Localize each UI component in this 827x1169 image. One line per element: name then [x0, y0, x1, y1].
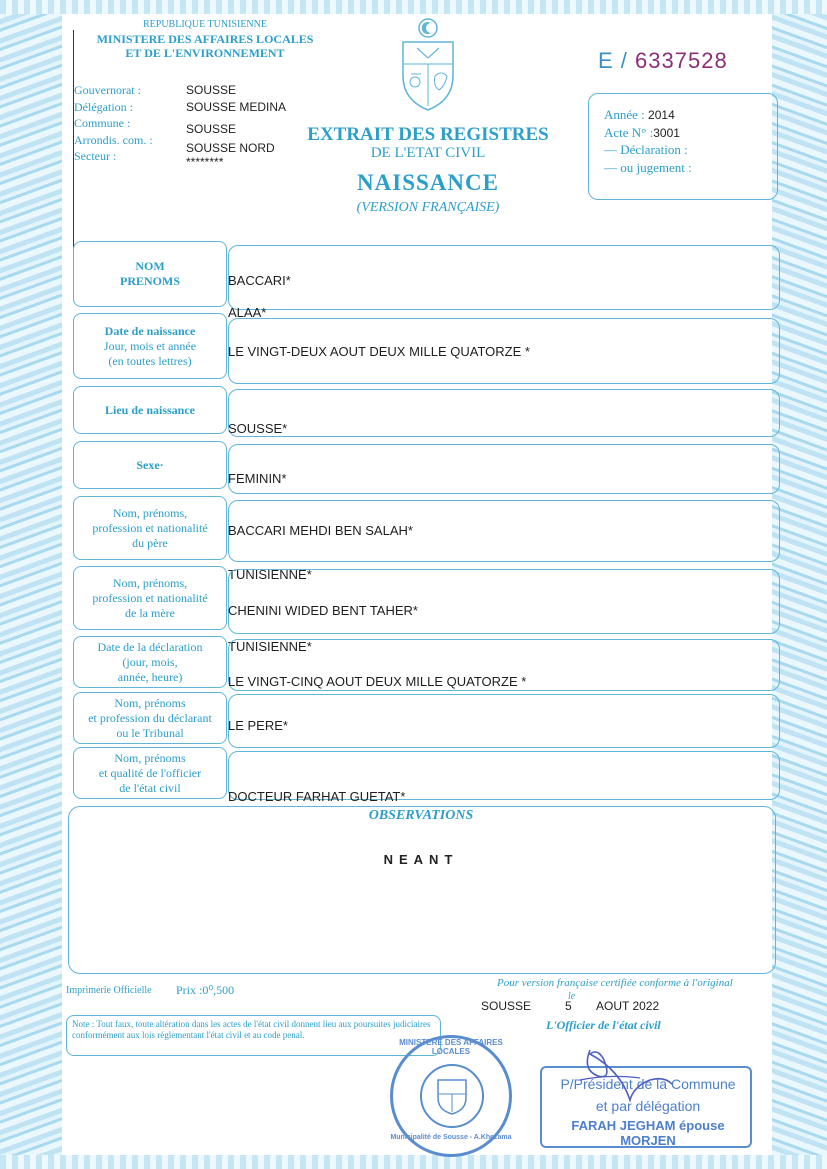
document-title: EXTRAIT DES REGISTRES — [307, 124, 549, 145]
prenoms-label: PRENOMS — [120, 274, 180, 288]
serial-number — [598, 48, 728, 74]
issue-le-label: le — [568, 991, 576, 1002]
sexe-label-box — [73, 441, 227, 489]
declarant-value: LE PERE* — [228, 718, 288, 733]
rect-stamp-line-1: P/Président de la Commune — [560, 1076, 736, 1092]
declaration-date-label-1: Date de la déclaration — [97, 639, 203, 654]
mere-value-box — [228, 569, 780, 634]
pere-label-box — [73, 496, 227, 560]
secteur-label: Secteur : — [74, 149, 117, 163]
pere-value: BACCARI MEHDI BEN SALAH* — [228, 523, 413, 538]
officier-label-1: Nom, prénoms — [114, 750, 186, 765]
pere-label-1: Nom, prénoms, — [112, 505, 188, 520]
legal-note: Note : Tout faux, toute altération dans les actes de l'état civil donnent lieu aux poursuites judiciaires conformément aux lois réglementant l'état civil et au code penal. — [72, 1019, 431, 1040]
issue-place: SOUSSE — [481, 999, 532, 1013]
commune-label: Commune : — [74, 116, 131, 130]
gouvernorat-value: SOUSSE — [186, 83, 237, 97]
security-border-top — [0, 0, 827, 14]
rect-stamp-line-3: FARAH JEGHAM épouse MORJEN — [571, 1118, 725, 1148]
round-stamp-emblem-icon — [434, 1076, 470, 1116]
sexe-value-box — [228, 444, 780, 494]
annee-label: Année : — [604, 107, 645, 122]
mere-label-box — [73, 566, 227, 630]
officer-title: L'Officier de l'état civil — [546, 1018, 661, 1032]
declarant-label-1: Nom, prénoms — [114, 695, 186, 710]
observations-title: OBSERVATIONS — [368, 808, 474, 823]
document-version: (VERSION FRANÇAISE) — [356, 200, 500, 215]
serial-prefix: E / — [598, 48, 628, 73]
lieu-naissance-label: Lieu de naissance — [104, 402, 195, 417]
declaration-date-value: LE VINGT-CINQ AOUT DEUX MILLE QUATORZE * — [228, 674, 527, 689]
declaration-date-label-3: année, heure) — [117, 669, 183, 684]
republic-label: REPUBLIQUE TUNISIENNE — [143, 19, 267, 30]
date-naissance-sublabel-2: (en toutes lettres) — [108, 353, 192, 368]
round-stamp-bottom-text: Municipalité de Sousse - A.Khezama — [390, 1134, 512, 1141]
jugement-label: — ou jugement : — [604, 160, 692, 175]
secteur-value: ******** — [186, 155, 224, 169]
declarant-label-box — [73, 692, 227, 744]
security-border-right — [772, 0, 827, 1169]
annee-row — [604, 107, 675, 123]
ministry-line-2: ET DE L'ENVIRONNEMENT — [125, 46, 285, 60]
commune-value: SOUSSE — [186, 122, 237, 136]
declarant-label-2: et profession du déclarant — [88, 710, 212, 725]
imprimerie-label: Imprimerie Officielle — [66, 985, 152, 996]
mere-label-2: profession et nationalité — [92, 590, 208, 605]
arrondissement-label: Arrondis. com. : — [74, 133, 153, 147]
declaration-label: — Déclaration : — [604, 142, 688, 157]
rect-stamp-line-2: et par délégation — [595, 1098, 701, 1114]
security-border-left — [0, 0, 62, 1169]
declaration-date-label-2: (jour, mois, — [122, 654, 178, 669]
officier-value: DOCTEUR FARHAT GUETAT* — [228, 789, 406, 804]
nom-value: BACCARI* — [228, 273, 291, 288]
mere-label-3: de la mère — [125, 605, 175, 620]
arrondissement-value: SOUSSE NORD — [186, 141, 275, 155]
lieu-naissance-value: SOUSSE* — [228, 421, 288, 436]
pere-label-2: profession et nationalité — [92, 520, 208, 535]
serial-digits: 6337528 — [635, 48, 728, 73]
mere-label-1: Nom, prénoms, — [112, 575, 188, 590]
date-naissance-sublabel-1: Jour, mois et année — [103, 338, 197, 353]
officier-label-box — [73, 747, 227, 799]
ministry-header — [80, 18, 330, 60]
lieu-naissance-value-box — [228, 389, 780, 437]
ministry-line-1: MINISTERE DES AFFAIRES LOCALES — [96, 32, 314, 46]
document-subtitle: DE L'ETAT CIVIL — [370, 145, 486, 161]
declarant-value-box — [228, 694, 780, 748]
certification-text: Pour version française certifiée conforme à l'original — [497, 977, 733, 989]
declaration-date-label-box — [73, 636, 227, 688]
acte-label: Acte N° : — [604, 125, 654, 140]
nom-value-box — [228, 245, 780, 310]
date-naissance-label: Date de naissance — [104, 323, 196, 338]
officier-label-2: et qualité de l'officier — [98, 765, 202, 780]
annee-value: 2014 — [648, 108, 675, 122]
sexe-label: Sexe· — [136, 457, 164, 472]
mere-value: CHENINI WIDED BENT TAHER* — [228, 603, 418, 618]
round-stamp-top-text: MINISTERE DES AFFAIRES LOCALES — [399, 1038, 503, 1056]
nom-label: NOM — [135, 259, 165, 273]
lieu-naissance-label-box — [73, 386, 227, 434]
security-border-bottom — [0, 1155, 827, 1169]
observations-box — [68, 806, 776, 974]
delegation-value: SOUSSE MEDINA — [186, 100, 287, 114]
nom-label-box — [73, 241, 227, 307]
handwritten-signature — [560, 1040, 680, 1110]
officier-label-3: de l'état civil — [119, 780, 181, 795]
document-type: NAISSANCE — [357, 170, 499, 195]
sexe-value: FEMININ* — [228, 471, 287, 486]
pere-label-3: du père — [132, 535, 168, 550]
tunisia-emblem-icon — [395, 14, 461, 114]
issue-day: 5 — [565, 999, 572, 1013]
date-naissance-value: LE VINGT-DEUX AOUT DEUX MILLE QUATORZE * — [228, 344, 530, 359]
issue-month-year: AOUT 2022 — [596, 999, 660, 1013]
declarant-label-3: ou le Tribunal — [116, 725, 184, 740]
delegation-label: Délégation : — [74, 100, 133, 114]
prix-label: Prix :0⁰,500 — [176, 983, 235, 997]
prenom-value: ALAA* — [228, 305, 267, 320]
pere-nationality-value: TUNISIENNE* — [228, 567, 312, 582]
date-naissance-label-box — [73, 313, 227, 379]
observations-value: NEANT — [383, 852, 459, 867]
gouvernorat-label: Gouvernorat : — [74, 83, 141, 97]
acte-value: 3001 — [653, 126, 680, 140]
mere-nationality-value: TUNISIENNE* — [228, 639, 312, 654]
acte-row — [604, 125, 680, 141]
